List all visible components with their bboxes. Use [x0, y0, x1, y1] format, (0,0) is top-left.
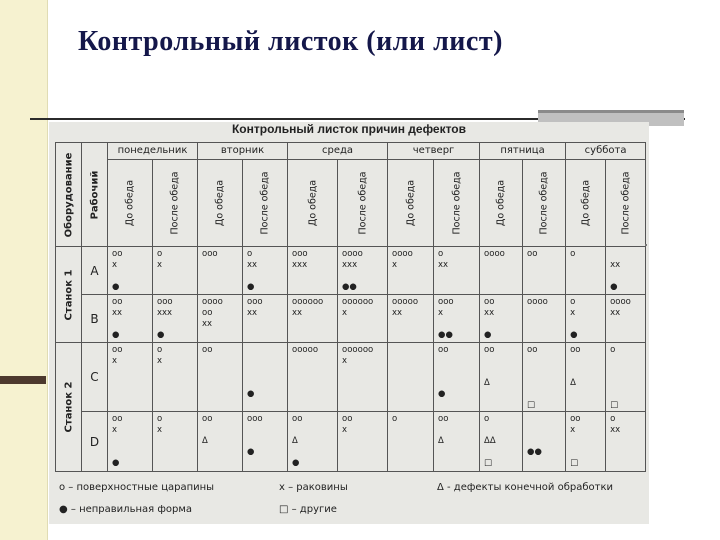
defect-cell: oooooo x — [338, 343, 388, 412]
machine-group-label: Станок 1 — [63, 269, 74, 320]
defect-cell: oooo — [480, 247, 523, 295]
shift-header — [434, 160, 480, 247]
shift-before-lunch: До обеда — [495, 179, 507, 227]
shift-after-lunch: После обеда — [620, 171, 632, 235]
defect-cell: ● — [243, 343, 288, 412]
scan-speck — [645, 244, 647, 246]
slide-title: Контрольный листок (или лист) — [78, 26, 503, 57]
machine-label: A — [82, 247, 108, 295]
defect-cell: ooo — [198, 247, 243, 295]
defect-cell: o x — [153, 343, 198, 412]
check-sheet-table — [55, 142, 646, 472]
shift-after-lunch: После обеда — [259, 171, 271, 235]
defect-cell: oo — [523, 247, 566, 295]
defect-cell: oo x ● — [108, 247, 153, 295]
defect-cell: o — [388, 412, 434, 472]
legend-dot: ● – неправильная форма — [59, 504, 193, 515]
defect-cell: oo Δ — [566, 343, 606, 412]
defect-cell: oooooo x — [338, 295, 388, 343]
day-header-thursday: четверг — [388, 143, 480, 160]
defect-cell: xx ● — [606, 247, 646, 295]
day-header-wednesday: среда — [288, 143, 388, 160]
table-row — [56, 247, 646, 295]
defect-cell: oo ● — [434, 343, 480, 412]
defect-cell: oo xx ● — [108, 295, 153, 343]
shift-before-lunch: До обеда — [405, 179, 417, 227]
table-row — [56, 295, 646, 343]
shift-header — [288, 160, 338, 247]
machine-group-1 — [56, 247, 82, 343]
shift-header — [243, 160, 288, 247]
legend-square: □ – другие — [279, 504, 337, 515]
worker-header — [82, 143, 108, 247]
shift-header — [153, 160, 198, 247]
slide-sidebar — [0, 0, 48, 540]
defect-cell: ooo xx — [243, 295, 288, 343]
defect-cell: ooo xxx — [288, 247, 338, 295]
shift-after-lunch: После обеда — [451, 171, 463, 235]
defect-cell: o x ● — [566, 295, 606, 343]
shift-after-lunch: После обеда — [169, 171, 181, 235]
machine-label: D — [82, 412, 108, 472]
defect-cell: oooooo xx — [288, 295, 338, 343]
defect-cell: oo x ● — [108, 412, 153, 472]
machine-group-label: Станок 2 — [63, 381, 74, 433]
worker-header-text: Рабочий — [89, 170, 100, 219]
machine-group-2 — [56, 343, 82, 472]
defect-cell: oooo xxx ●● — [338, 247, 388, 295]
shift-header — [338, 160, 388, 247]
defect-cell: o ΔΔ □ — [480, 412, 523, 472]
table-row — [56, 343, 646, 412]
shift-before-lunch: До обеда — [124, 179, 136, 227]
shift-before-lunch: До обеда — [580, 179, 592, 227]
defect-cell: oo Δ — [480, 343, 523, 412]
defect-cell — [388, 343, 434, 412]
defect-cell: o xx — [434, 247, 480, 295]
defect-cell: oooo xx — [606, 295, 646, 343]
shift-header — [480, 160, 523, 247]
table-row — [56, 412, 646, 472]
defect-cell: oo — [198, 343, 243, 412]
shift-header — [388, 160, 434, 247]
defect-cell: oooo oo xx — [198, 295, 243, 343]
defect-cell: o x — [153, 412, 198, 472]
defect-cell: oo xx ● — [480, 295, 523, 343]
machine-label: C — [82, 343, 108, 412]
defect-cell: oo Δ ● — [288, 412, 338, 472]
legend-cross: x – раковины — [279, 482, 348, 493]
defect-cell: oo □ — [523, 343, 566, 412]
defect-cell: ooooo xx — [388, 295, 434, 343]
sidebar-accent-bar — [0, 376, 46, 384]
defect-cell: oooo x — [388, 247, 434, 295]
defect-cell: oooo — [523, 295, 566, 343]
day-header-tuesday: вторник — [198, 143, 288, 160]
defect-cell: o □ — [606, 343, 646, 412]
defect-cell: o xx ● — [243, 247, 288, 295]
equipment-header-text: Оборудование — [63, 152, 74, 237]
defect-cell: ooooo — [288, 343, 338, 412]
shift-after-lunch: После обеда — [538, 171, 550, 235]
sheet-title: Контрольный листок причин дефектов — [231, 122, 467, 136]
defect-cell: oo Δ — [434, 412, 480, 472]
shift-header — [606, 160, 646, 247]
defect-cell: o — [566, 247, 606, 295]
machine-label: B — [82, 295, 108, 343]
legend-circle: o – поверхностные царапины — [59, 482, 215, 493]
days-header-row — [56, 143, 646, 160]
defect-cell: ooo x ●● — [434, 295, 480, 343]
shift-header — [523, 160, 566, 247]
shift-after-lunch: После обеда — [357, 171, 369, 235]
shift-header — [198, 160, 243, 247]
day-header-monday: понедельник — [108, 143, 198, 160]
day-header-saturday: суббота — [566, 143, 646, 160]
shift-header — [566, 160, 606, 247]
day-header-friday: пятница — [480, 143, 566, 160]
legend-delta: Δ - дефекты конечной обработки — [437, 482, 614, 493]
shift-header-row — [56, 160, 646, 247]
defect-cell: oo x □ — [566, 412, 606, 472]
equipment-header — [56, 143, 82, 247]
defect-cell: ooo xxx ● — [153, 295, 198, 343]
defect-cell: o xx — [606, 412, 646, 472]
divider-accent-line — [538, 110, 684, 113]
defect-cell: oo x — [108, 343, 153, 412]
shift-before-lunch: До обеда — [214, 179, 226, 227]
defect-cell: o x — [153, 247, 198, 295]
defect-cell: ●● — [523, 412, 566, 472]
shift-before-lunch: До обеда — [307, 179, 319, 227]
shift-header — [108, 160, 153, 247]
defect-cell: ooo ● — [243, 412, 288, 472]
check-sheet-image — [49, 122, 649, 524]
defect-cell: oo Δ — [198, 412, 243, 472]
defect-cell: oo x — [338, 412, 388, 472]
